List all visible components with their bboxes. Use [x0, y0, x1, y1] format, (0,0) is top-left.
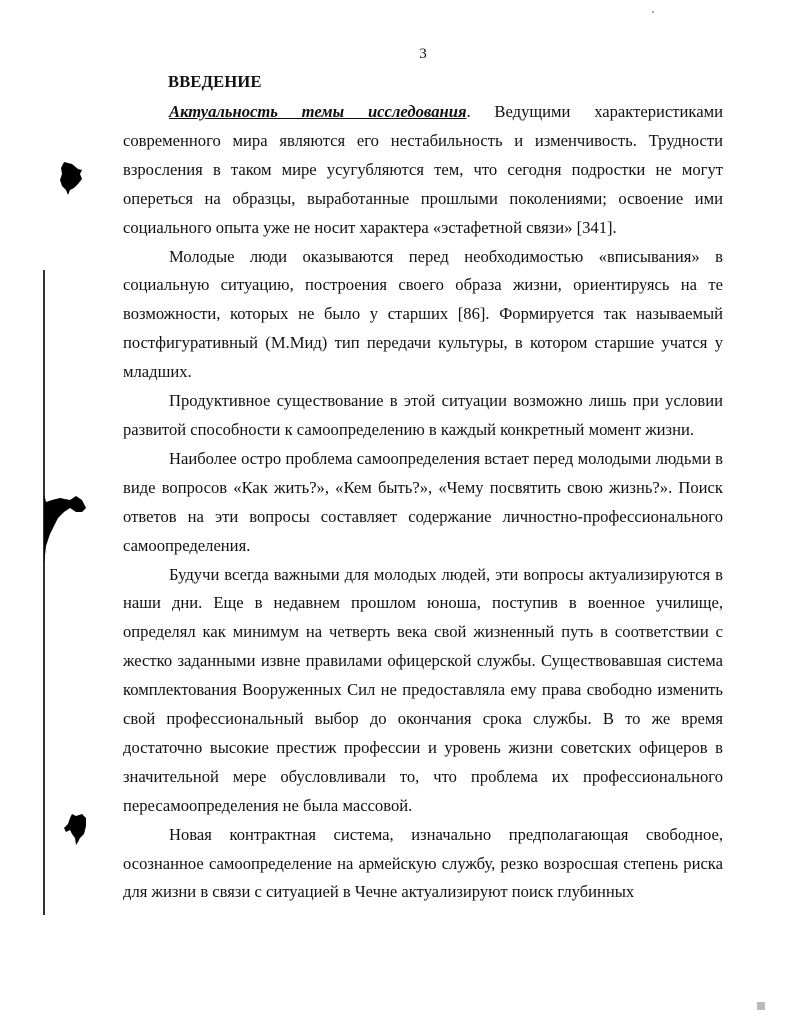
paragraph-lead: Актуальность темы исследования: [169, 102, 467, 121]
scan-blot-icon: [58, 160, 84, 196]
scan-speck: [652, 11, 654, 13]
page-number: 3: [419, 46, 427, 62]
paragraph-2: Молодые люди оказываются перед необходимостью «вписывания» в социальную ситуацию, построения своего образа жизни, ориентируясь на те возможности, которых не было у старших [86]. Формируется так называемый постфигуративный (М.Мид) тип передачи культуры, в котором старшие учатся у младших.: [123, 246, 723, 382]
body-text: [123, 98, 723, 907]
paragraph-4: Наиболее остро проблема самоопределения встает перед молодыми людьми в виде вопросов «Как жить?», «Кем быть?», «Чему посвятить свою жизнь?». Поиск ответов на эти вопросы составляет содержание личностно-профессионального самоопределения.: [123, 448, 723, 555]
paragraph-6: Новая контрактная система, изначально предполагающая свободное, осознанное самоопределение на армейскую службу, резко возросшая степень риска для жизни в связи с ситуацией в Чечне актуализируют поиск глубинных: [123, 824, 723, 902]
scan-margin-line: [43, 270, 45, 915]
scan-speck: [757, 1002, 765, 1010]
paragraph-5: Будучи всегда важными для молодых людей, эти вопросы актуализируются в наши дни. Еще в недавнем прошлом юноша, поступив в военное училище, определял как минимум на четверть века свой жизненный путь в соответствии с жестко заданными извне правилами офицерской службы. Существовавшая система комплектования Вооруженных Сил не предоставляла ему права свободно изменить свой профессиональный выбор до окончания срока службы. В то же время достаточно высокие престиж профессии и уровень жизни советских офицеров в значительной мере обусловливали то, что проблема их профессионального пересамоопределения не была массовой.: [123, 564, 723, 815]
scan-blot-icon: [42, 494, 88, 564]
scan-blot-icon: [64, 812, 88, 846]
paragraph-1: [123, 98, 723, 243]
section-heading: ВВЕДЕНИЕ: [168, 72, 262, 91]
paragraph-3: Продуктивное существование в этой ситуации возможно лишь при условии развитой способности к самоопределению в каждый конкретный момент жизни.: [123, 391, 723, 439]
paragraph-text: . Ведущими характеристиками современного мира являются его нестабильность и изменчивость. Трудности взросления в таком мире усугубляются тем, что сегодня подростки не могут опереться на образцы, выработанные прошлыми поколениями; освоение ими социального опыта уже не носит характера «эстафетной связи» [341].: [123, 102, 723, 237]
